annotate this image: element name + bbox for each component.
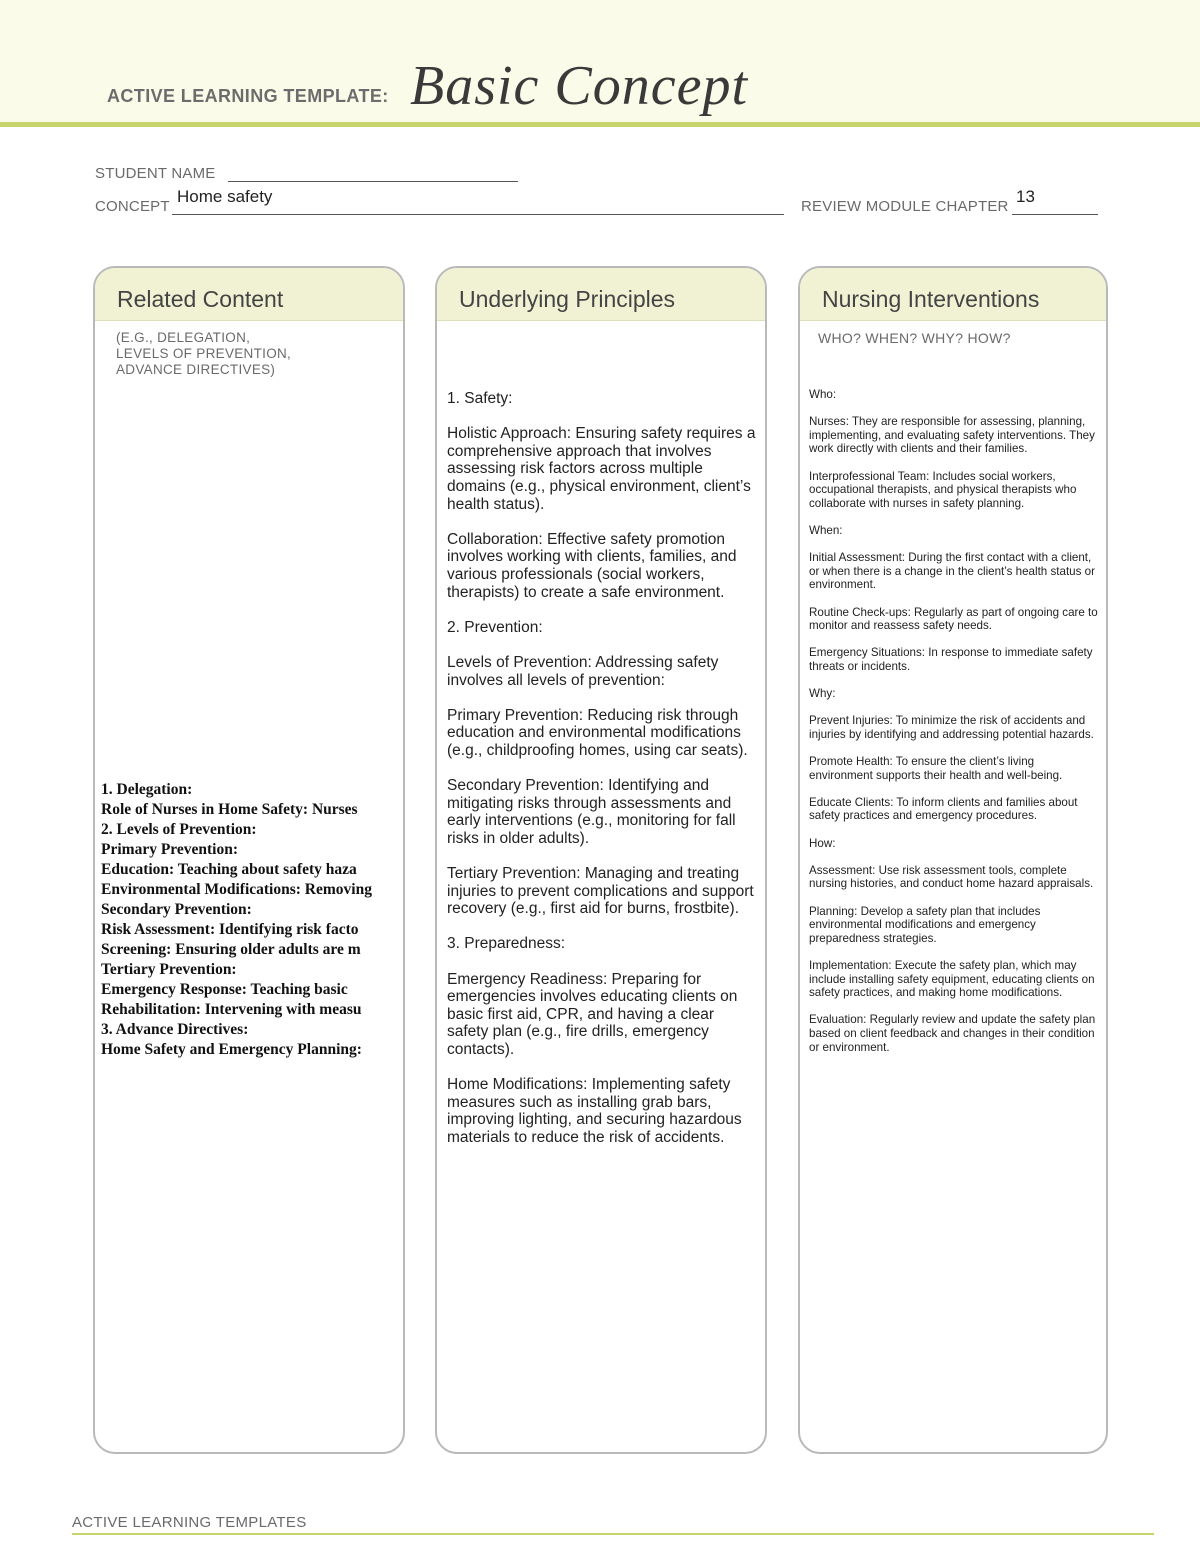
page-title: Basic Concept — [410, 55, 749, 117]
paragraph: Educate Clients: To inform clients and families about safety practices and emergency procedures. — [809, 795, 1078, 823]
paragraph: Who: — [809, 388, 837, 401]
paragraph: Assessment: Use risk assessment tools, complete nursing histories, and conduct home hazard appraisals. — [809, 863, 1094, 891]
text-line: Home Safety and Emergency Planning: — [101, 1041, 362, 1058]
text-line: Screening: Ensuring older adults are m — [101, 941, 361, 958]
related-content-panel — [93, 266, 405, 1454]
paragraph: Primary Prevention: Reducing risk through education and environmental modifications (e.g., childproofing homes, using car seats). — [447, 706, 748, 759]
text-line: Primary Prevention: — [101, 841, 239, 858]
nursing-interventions-subtitle: WHO? WHEN? WHY? HOW? — [818, 330, 1011, 346]
header-rule — [0, 122, 1200, 127]
paragraph: How: — [809, 836, 836, 850]
text-line: 2. Levels of Prevention: — [101, 821, 257, 838]
paragraph: Home Modifications: Implementing safety measures such as installing grab bars, improving lighting, and securing hazardous materials to reduce the risk of accidents. — [447, 1076, 742, 1146]
paragraph: Collaboration: Effective safety promotion involves working with clients, families, and various professionals (social workers, therapists) to create a safe environment. — [447, 530, 737, 601]
text-line: 1. Delegation: — [101, 781, 193, 798]
paragraph: Holistic Approach: Ensuring safety requires a comprehensive approach that involves assessing risk factors across multiple domains (e.g., physical environment, client’s health status). — [447, 425, 756, 513]
paragraph: Tertiary Prevention: Managing and treating injuries to prevent complications and support recovery (e.g., first aid for burns, frostbite). — [447, 865, 754, 918]
underlying-principles-title: Underlying Principles — [459, 286, 676, 312]
paragraph: Secondary Prevention: Identifying and mitigating risks through assessments and early interventions (e.g., monitoring for fall risks in older adults). — [447, 777, 736, 847]
concept-line — [172, 214, 784, 215]
paragraph: 1. Safety: — [447, 390, 513, 407]
paragraph: Initial Assessment: During the first contact with a client, or when there is a change in the client’s health status or environment. — [809, 551, 1095, 592]
chapter-line — [1012, 214, 1098, 215]
chapter-label: REVIEW MODULE CHAPTER — [801, 198, 1009, 215]
paragraph: Interprofessional Team: Includes social workers, occupational therapists, and physical therapists who collaborate with nurses in safety planning. — [809, 469, 1077, 510]
related-content-title: Related Content — [117, 286, 284, 312]
paragraph: Emergency Readiness: Preparing for emergencies involves educating clients on basic first aid, CPR, and having a clear safety plan (e.g., fire drills, emergency contacts). — [447, 970, 738, 1058]
template-label: ACTIVE LEARNING TEMPLATE: — [107, 86, 389, 106]
paragraph: Nurses: They are responsible for assessing, planning, implementing, and evaluating safety interventions. They work directly with clients and their families. — [809, 415, 1095, 456]
nursing-interventions-text — [809, 388, 1101, 1068]
student-name-label: STUDENT NAME — [95, 165, 216, 182]
nursing-interventions-title: Nursing Interventions — [822, 286, 1040, 312]
text-line: Rehabilitation: Intervening with measu — [101, 1001, 362, 1018]
paragraph: Why: — [809, 687, 836, 701]
concept-label: CONCEPT — [95, 198, 170, 215]
footer-label: ACTIVE LEARNING TEMPLATES — [72, 1514, 307, 1531]
text-line: Emergency Response: Teaching basic — [101, 981, 348, 998]
underlying-principles-panel — [435, 266, 767, 1454]
text-line: Risk Assessment: Identifying risk facto — [101, 921, 359, 938]
related-content-subtitle: (E.G., DELEGATION, LEVELS OF PREVENTION, ADVANCE DIRECTIVES) — [116, 330, 292, 377]
paragraph: Routine Check-ups: Regularly as part of ongoing care to monitor and reassess safety needs. — [809, 605, 1098, 633]
paragraph: Promote Health: To ensure the client’s living environment supports their health and well-being. — [809, 755, 1063, 782]
student-name-line — [228, 181, 518, 182]
nursing-interventions-panel — [798, 266, 1108, 1454]
paragraph: 3. Preparedness: — [447, 935, 566, 953]
paragraph: When: — [809, 523, 843, 537]
underlying-principles-text — [447, 390, 759, 1164]
text-line: Role of Nurses in Home Safety: Nurses — [101, 801, 358, 818]
paragraph: Planning: Develop a safety plan that includes environmental modifications and emergency preparedness strategies. — [809, 904, 1041, 945]
paragraph: 2. Prevention: — [447, 618, 543, 636]
paragraph: Implementation: Execute the safety plan, which may include installing safety equipment, educating clients on safety practices, and making home modifications. — [809, 958, 1095, 1000]
chapter-field[interactable]: 13 — [1016, 187, 1035, 206]
concept-field[interactable]: Home safety — [177, 187, 273, 206]
text-line: Environmental Modifications: Removing — [101, 881, 372, 898]
footer-rule — [72, 1533, 1154, 1535]
text-line: 3. Advance Directives: — [101, 1021, 249, 1038]
text-line: Education: Teaching about safety haza — [101, 861, 357, 878]
related-content-text — [101, 780, 401, 1060]
text-line: Secondary Prevention: — [101, 901, 252, 918]
paragraph: Emergency Situations: In response to immediate safety threats or incidents. — [809, 646, 1093, 673]
paragraph: Levels of Prevention: Addressing safety involves all levels of prevention: — [447, 653, 719, 689]
paragraph: Evaluation: Regularly review and update the safety plan based on client feedback and changes in their condition or environment. — [809, 1013, 1096, 1054]
text-line: Tertiary Prevention: — [101, 961, 237, 978]
paragraph: Prevent Injuries: To minimize the risk of accidents and injuries by identifying and addressing potential hazards. — [809, 714, 1094, 741]
